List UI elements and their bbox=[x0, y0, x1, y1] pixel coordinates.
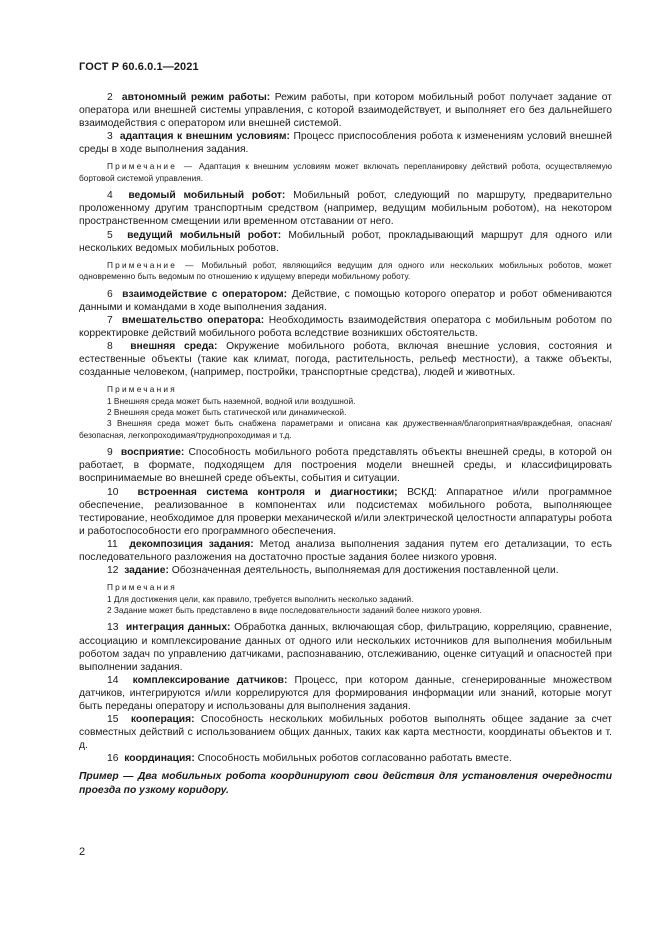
page-number: 2 bbox=[79, 846, 86, 858]
term-entry: 5 ведущий мобильный робот: Мобильный робот, прокладывающий маршрут для одного или нескольких ведомых мобильных роботов. bbox=[79, 229, 612, 254]
note: Примечание — Мобильный робот, являющийся ведущим для одного или нескольких мобильных роботов, может одновременно быть ведомым по отношению к идущему впереди мобильному роботу. bbox=[79, 259, 612, 282]
term-entry: 10 встроенная система контроля и диагностики; ВСКД: Аппаратное и/или программное обеспечение, реализованное в компонентах или подсистемах мобильного робота, выполняющее тестирование, необходимое для проверки механической и/или электрической целостности аппаратуры робота и работоспособности его программного обеспечения. bbox=[79, 486, 612, 537]
term-entry: 15 кооперация: Способность нескольких мобильных роботов выполнять общее задание за счет совместных действий с использованием общих данных, таких как карта местности, координаты объектов и т. д. bbox=[79, 714, 612, 752]
term-entry: 11 декомпозиция задания: Метод анализа выполнения задания путем его детализации, то есть последовательного разложения на достаточно простые задания более низкого уровня. bbox=[79, 538, 612, 563]
term-entry: 3 адаптация к внешним условиям: Процесс приспособления робота к изменениям условий внешней среды в ходе выполнения задания. bbox=[79, 131, 612, 156]
term-entry: 13 интеграция данных: Обработка данных, включающая сбор, фильтрацию, корреляцию, сравнение, ассоциацию и комплексирование данных от одного или нескольких источников для выполнения мобильным роботом задач по управлению датчиками, распознаванию, отслеживанию, оценке ситуаций и опасностей при выполнении задания. bbox=[79, 622, 612, 673]
note-item: 2 Внешняя среда может быть статической или динамической. bbox=[107, 407, 347, 418]
note-item: 1 Внешняя среда может быть наземной, водной или воздушной. bbox=[107, 395, 356, 406]
note-item: 2 Задание может быть представлено в виде последовательности заданий более низкого уровня. bbox=[107, 605, 482, 615]
term-entry: 7 вмешательство оператора: Необходимость взаимодействия оператора с мобильным роботом по корректировке действий мобильного робота вследствие возникших обстоятельств. bbox=[79, 314, 612, 339]
term-entry: 12 задание: Обозначенная деятельность, выполняемая для достижения поставленной цели. bbox=[107, 565, 559, 577]
example: Пример — Два мобильных робота координируют свои действия для установления очередности проезда по узкому коридору. bbox=[79, 771, 612, 796]
document-header: ГОСТ Р 60.6.0.1—2021 bbox=[79, 61, 199, 73]
term-entry: 9 восприятие: Способность мобильного робота представлять объекты внешней среды, в которой он работает, в формате, подходящем для построения модели внешней среды, и классифицировать воспринимаемые во внешней среде объекты, события и ситуации. bbox=[79, 447, 612, 485]
page-content bbox=[79, 91, 612, 797]
term-entry: 6 взаимодействие с оператором: Действие, с помощью которого оператор и робот обмениваются данными и командами в ходе выполнения задания. bbox=[79, 288, 612, 313]
term-entry: 4 ведомый мобильный робот: Мобильный робот, следующий по маршруту, предварительно проложенному другим транспортным средством (например, ведущим мобильным роботом), на некотором пространственном смещении или временном отставании от него. bbox=[79, 190, 612, 228]
note: Примечание — Адаптация к внешним условиям может включать перепланировку действий робота, осуществляемую бортовой системой управления. bbox=[79, 161, 612, 183]
term-entry: 14 комплексирование датчиков: Процесс, при котором данные, сгенерированные множеством датчиков, интегрируются и/или коррелируются для формирования информации или знаний, которые могут быть переданы оператору и использованы для выполнения задания. bbox=[79, 674, 612, 712]
notes-title: Примечания bbox=[107, 384, 177, 395]
term-entry: 16 координация: Способность мобильных роботов согласованно работать вместе. bbox=[107, 753, 512, 765]
term-entry: 2 автономный режим работы: Режим работы, при котором мобильный робот получает задание от оператора или внешней системы управления, с которой взаимодействует, и выполняет его без дальнейшего взаимодействия с оператором или внешней системой. bbox=[79, 92, 612, 130]
note-item: 1 Для достижения цели, как правило, требуется выполнить несколько заданий. bbox=[107, 593, 414, 604]
notes-title: Примечания bbox=[107, 582, 177, 593]
note-item: 3 Внешняя среда может быть снабжена параметрами и описана как дружественная/благоприятная/враждебная, опасная/безопасная, легкопроходимая/труднопроходимая и т.д. bbox=[79, 418, 612, 440]
term-entry: 8 внешняя среда: Окружение мобильного робота, включая внешние условия, состояния и естественные объекты (такие как климат, погода, растительность, рельеф местности), а также объекты, созданные человеком, (например, постройки, транспортные средства), людей и животных. bbox=[79, 340, 612, 379]
